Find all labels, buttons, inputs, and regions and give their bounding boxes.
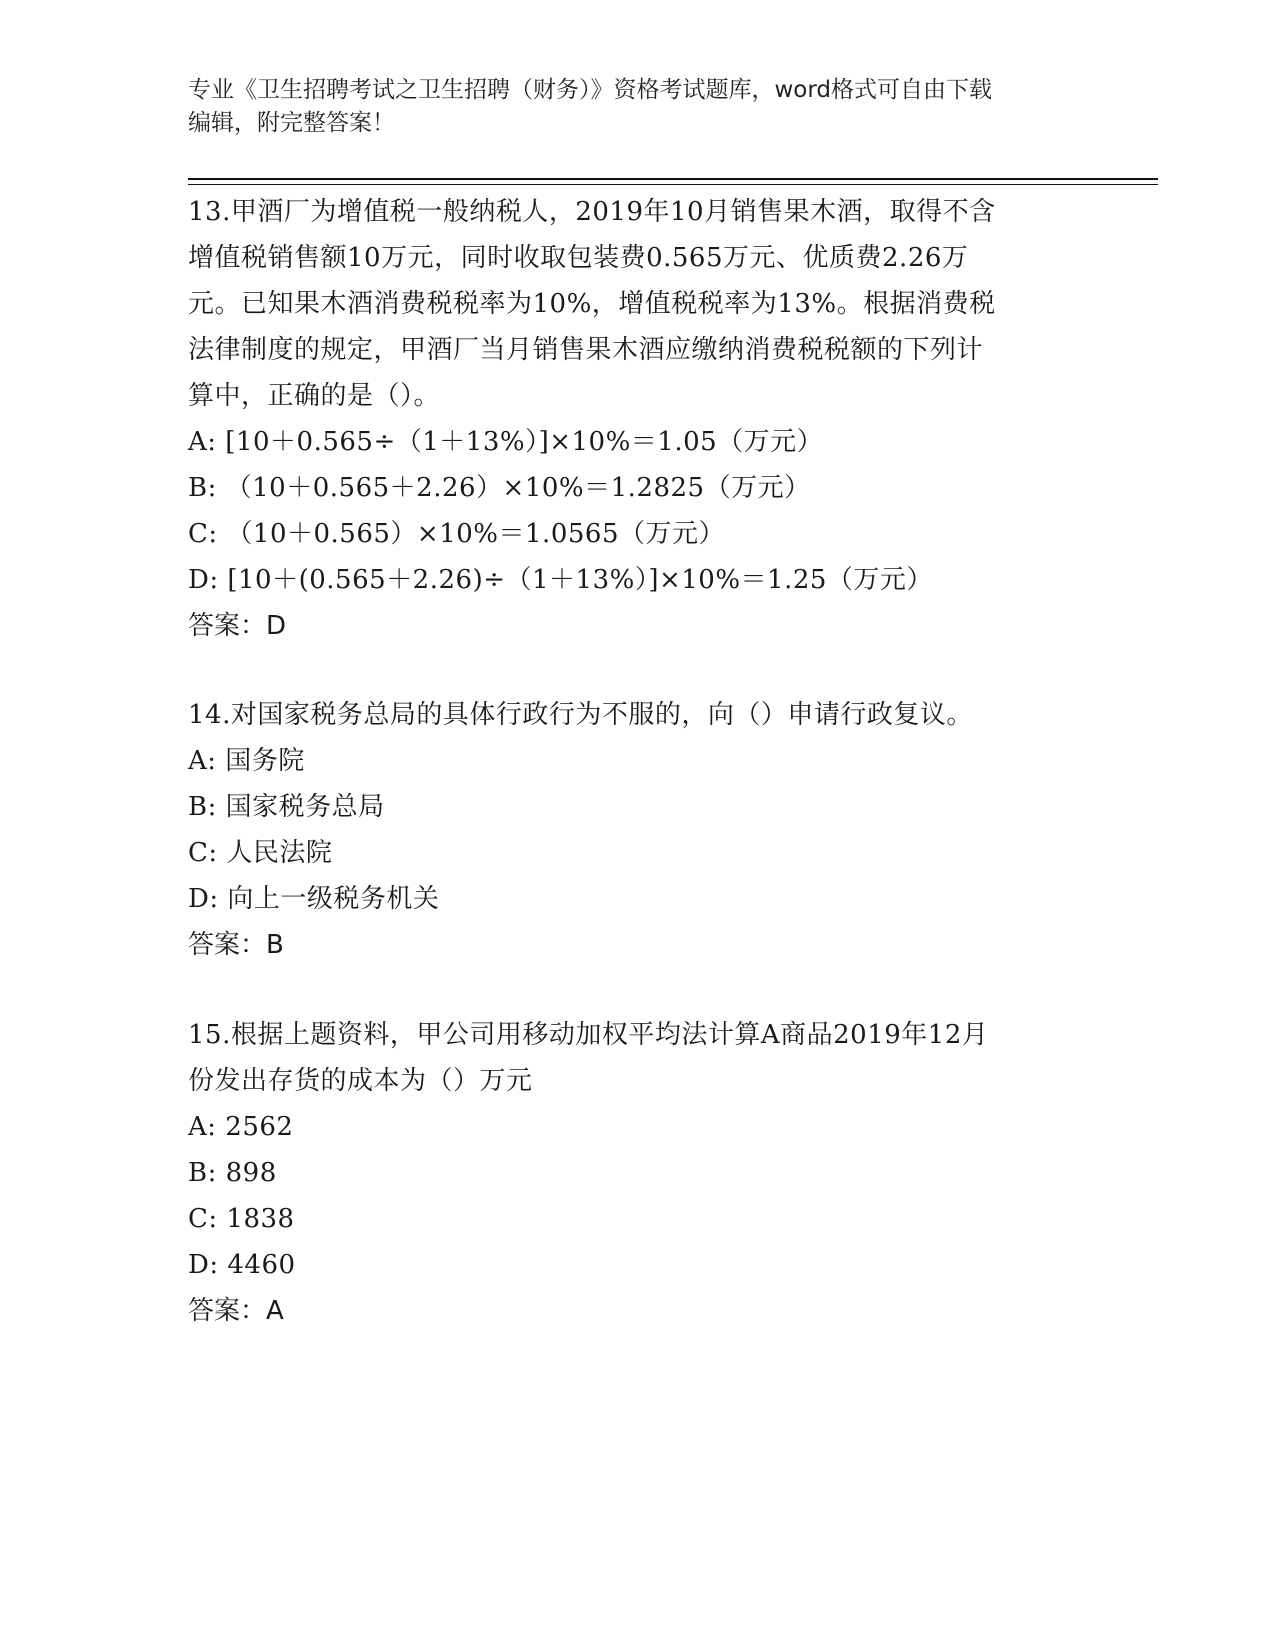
option-a: A: 国务院 (188, 746, 305, 776)
question-stem-line: 15.根据上题资料，甲公司用移动加权平均法计算A商品2019年12月 (188, 1020, 989, 1050)
answer-label: 答案：A (188, 1296, 284, 1326)
answer-label: 答案：D (188, 611, 287, 641)
answer-label: 答案：B (188, 930, 284, 960)
question-14 (188, 692, 1088, 968)
question-stem-line: 14.对国家税务总局的具体行政行为不服的，向（）申请行政复议。 (188, 700, 973, 730)
option-d: D: 4460 (188, 1250, 296, 1280)
option-c: C: 1838 (188, 1204, 295, 1234)
option-a: A: [10＋0.565÷（1＋13%）]×10%＝1.05（万元） (188, 427, 824, 457)
question-stem-line: 算中，正确的是（）。 (188, 381, 441, 411)
option-d: D: [10＋(0.565＋2.26)÷（1＋13%）]×10%＝1.25（万元） (188, 565, 933, 595)
option-c: C: 人民法院 (188, 838, 333, 868)
question-stem-line: 法律制度的规定，甲酒厂当月销售果木酒应缴纳消费税税额的下列计 (188, 335, 984, 365)
document-header (188, 74, 1068, 140)
question-13 (188, 189, 1088, 649)
header-divider-thick (188, 178, 1158, 180)
option-a: A: 2562 (188, 1112, 294, 1142)
option-d: D: 向上一级税务机关 (188, 884, 440, 914)
header-line-2: 编辑，附完整答案！ (188, 110, 395, 136)
option-c: C: （10＋0.565）×10%＝1.0565（万元） (188, 519, 725, 549)
question-stem-line: 元。已知果木酒消费税税率为10%，增值税税率为13%。根据消费税 (188, 289, 996, 319)
question-15 (188, 1012, 1088, 1334)
header-line-1: 专业《卫生招聘考试之卫生招聘（财务）》资格考试题库，word格式可自由下载 (188, 77, 993, 103)
question-stem-line: 份发出存货的成本为（）万元 (188, 1066, 533, 1096)
option-b: B: 国家税务总局 (188, 792, 385, 822)
option-b: B: 898 (188, 1158, 277, 1188)
header-divider-thin (188, 184, 1158, 185)
question-stem-line: 增值税销售额10万元，同时收取包装费0.565万元、优质费2.26万 (188, 243, 969, 273)
question-stem-line: 13.甲酒厂为增值税一般纳税人，2019年10月销售果木酒，取得不含 (188, 197, 996, 227)
option-b: B: （10＋0.565＋2.26）×10%＝1.2825（万元） (188, 473, 811, 503)
